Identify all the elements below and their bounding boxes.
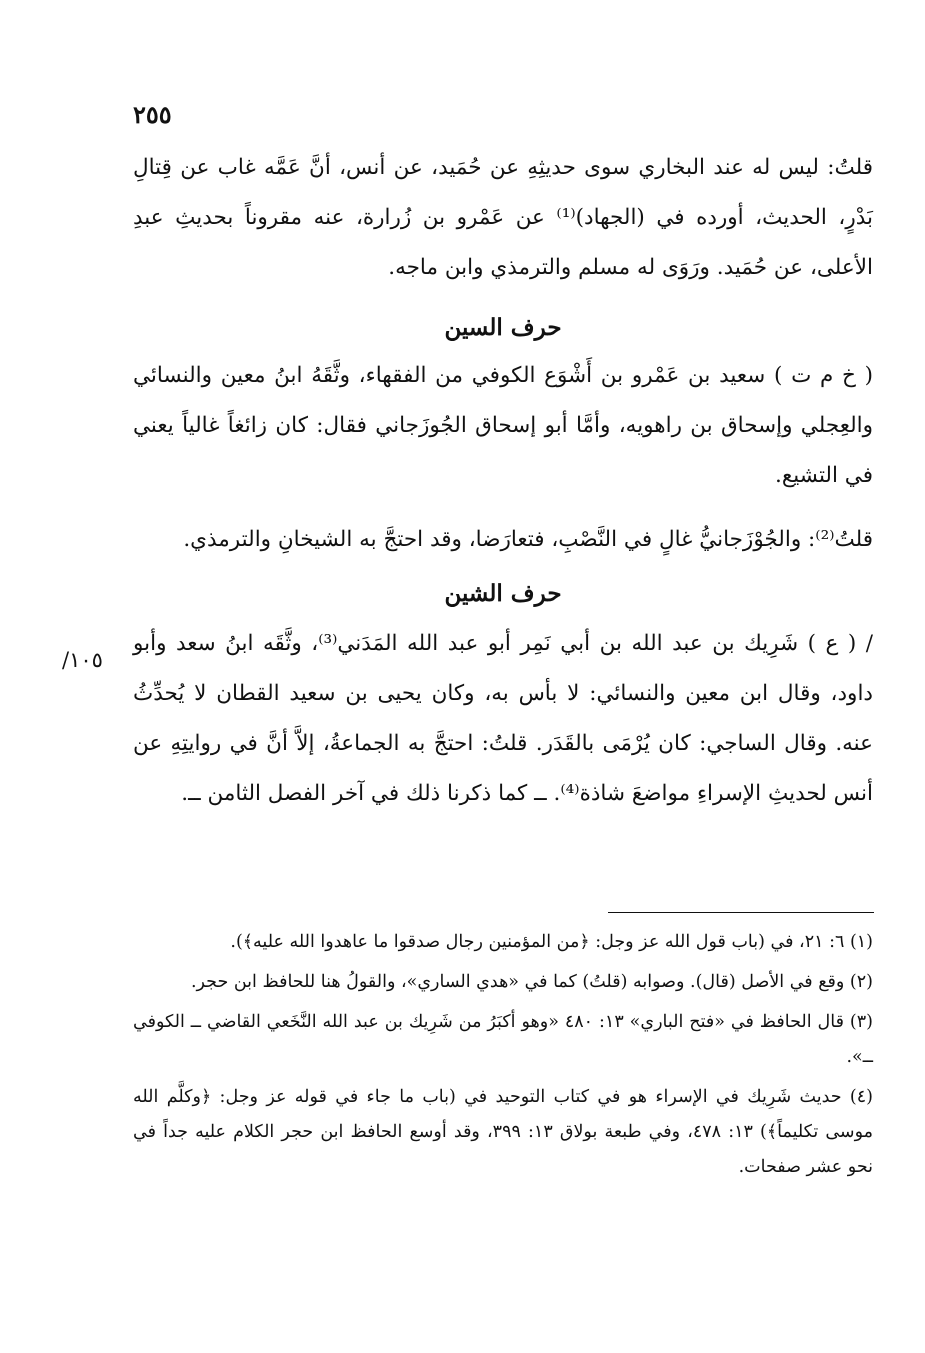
footnote-separator: [608, 912, 874, 913]
paragraph-qultu-juzajani: قلتُ⁽²⁾: والجُوْزَجانيُّ غالٍ في النَّصْبِ، فتعارَضا، وقد احتجَّ به الشيخانِ والترمذي.: [183, 527, 873, 552]
paragraph-sharik-ibn-abdullah: / ( ع ) شَرِيك بن عبد الله بن أبي نَمِر أبو عبد الله المَدَني⁽³⁾، وثَّقَه ابنُ سعد وأبو داود، وقال ابن معين والنسائي: لا بأس به، وكان يحيى بن سعيد القطان لا يُحدِّثُ عنه. وقال الساجي: كان يُرْمَى بالقَدَر. قلتُ: احتجَّ به الجماعةُ، إلاَّ أنَّ في روايتِهِ عن أنس لحديثِ الإسراءِ مواضعَ شاذة⁽⁴⁾. ــ كما ذكرنا ذلك في آخر الفصل الثامن ــ.: [133, 631, 873, 806]
page-number: ٢٥٥: [133, 100, 172, 129]
section-heading-sin: حرف السين: [444, 314, 562, 341]
main-text: [133, 143, 873, 819]
paragraph-qultu-bukhari: قلتُ: ليس له عند البخاري سوى حديثِهِ عن حُمَيد، عن أنس، أنَّ عَمَّه غاب عن قِتالِ بَدْرٍ، الحديث، أورده في (الجهاد)⁽¹⁾ عن عَمْرو بن زُرارة، عنه مقروناً بحديثِ عبدِ الأعلى، عن حُمَيد. ورَوَى له مسلم والترمذي وابن ماجه.: [133, 155, 873, 280]
margin-page-reference: /١٠٥: [62, 648, 103, 672]
footnote-1: (١) ٦: ٢١، في (باب قول الله عز وجل: ﴿من المؤمنين رجال صدقوا ما عاهدوا الله عليه﴾).: [230, 932, 873, 952]
section-heading-shin: حرف الشين: [444, 580, 562, 607]
footnote-4: (٤) حديث شَرِيك في الإسراء هو في كتاب التوحيد في (باب ما جاء في قوله عز وجل: ﴿وكلَّم الله موسى تكليماً﴾) ١٣: ٤٧٨، وفي طبعة بولاق ١٣: ٣٩٩، وقد أوسع الحافظ ابن حجر الكلام عليه جداً في نحو عشر صفحات.: [133, 1087, 874, 1177]
footnote-3: (٣) قال الحافظ في «فتح الباري» ١٣: ٤٨٠ «وهو أكبَرُ من شَرِيك بن عبد الله النَّخَعي القاضي ــ الكوفي ــ».: [133, 1012, 873, 1067]
paragraph-gap: [133, 501, 873, 515]
paragraph-said-ibn-amr: ( خ م ت ) سعيد بن عَمْرو بن أَشْوَع الكوفي من الفقهاء، وثَّقَهُ ابنُ معين والنسائي والعِجلي وإسحاق بن راهويه، وأمَّا أبو إسحاق الجُوزَجاني فقال: كان زائغاً غالياً يعني في التشيع.: [133, 363, 873, 488]
footnote-2: (٢) وقع في الأصل (قال). وصوابه (قلتُ) كما في «هدي الساري»، والقولُ هنا للحافظ ابن حجر.: [190, 972, 873, 992]
footnotes: [133, 925, 873, 1190]
